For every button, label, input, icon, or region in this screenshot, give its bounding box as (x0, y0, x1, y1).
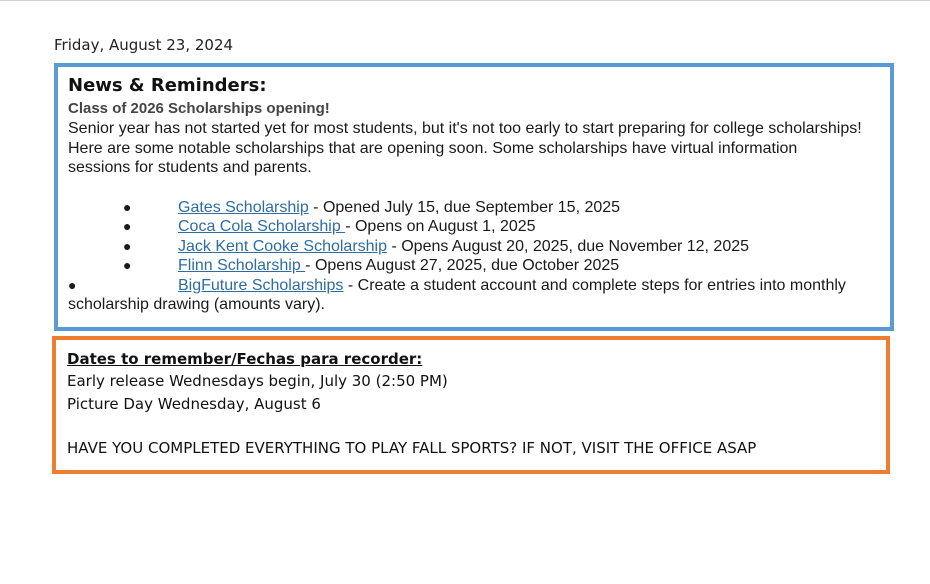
list-item (123, 237, 880, 257)
bigfuture-scholarships-link[interactable]: BigFuture Scholarships (178, 276, 344, 294)
list-item (68, 276, 880, 315)
flinn-scholarship-link[interactable]: Flinn Scholarship (178, 257, 306, 274)
bullet-icon: ● (123, 257, 132, 273)
coca-cola-scholarship-link[interactable]: Coca Cola Scholarship (178, 218, 346, 235)
bullet-icon: ● (123, 237, 132, 254)
list-item (123, 256, 880, 276)
news-body: Senior year has not started yet for most students, but it's not too early to start preparing for college scholarships! Here are some notable scholarships that are opening soon. Some scholarships have virtual information sessions for students and parents. (68, 120, 862, 176)
news-title: News & Reminders: (68, 75, 267, 96)
picture-day-line: Picture Day Wednesday, August 6 (67, 395, 321, 413)
bullet-icon: ● (123, 218, 132, 234)
dates-title: Dates to remember/Fechas para recorder: (67, 350, 423, 368)
list-item (123, 217, 880, 237)
newsletter-date: Friday, August 23, 2024 (54, 36, 234, 54)
early-release-line: Early release Wednesdays begin, July 30 (2:50 PM) (67, 372, 448, 390)
news-subtitle: Class of 2026 Scholarships opening! (68, 100, 330, 117)
scholarship-detail: - Opened July 15, due September 15, 2025 (308, 198, 621, 216)
news-reminders-box (54, 63, 894, 331)
gates-scholarship-link[interactable]: Gates Scholarship (178, 198, 309, 216)
dates-to-remember-box (52, 336, 890, 474)
scholarship-detail: - Opens August 20, 2025, due November 12, 2025 (387, 237, 750, 255)
top-divider (0, 0, 930, 1)
spacer (67, 416, 875, 437)
scholarship-list (68, 198, 880, 315)
scholarship-detail: - Create a student account and complete steps for entries into monthly scholarship drawing (amounts vary). (68, 276, 846, 313)
fall-sports-notice: HAVE YOU COMPLETED EVERYTHING TO PLAY FALL SPORTS? IF NOT, VISIT THE OFFICE ASAP (67, 439, 757, 457)
bullet-icon: ● (68, 276, 77, 293)
list-item (123, 198, 880, 218)
bullet-icon: ● (123, 198, 132, 215)
scholarship-detail: - Opens on August 1, 2025 (345, 218, 536, 235)
jack-kent-cooke-scholarship-link[interactable]: Jack Kent Cooke Scholarship (178, 237, 387, 255)
scholarship-detail: - Opens August 27, 2025, due October 2025 (305, 257, 620, 274)
